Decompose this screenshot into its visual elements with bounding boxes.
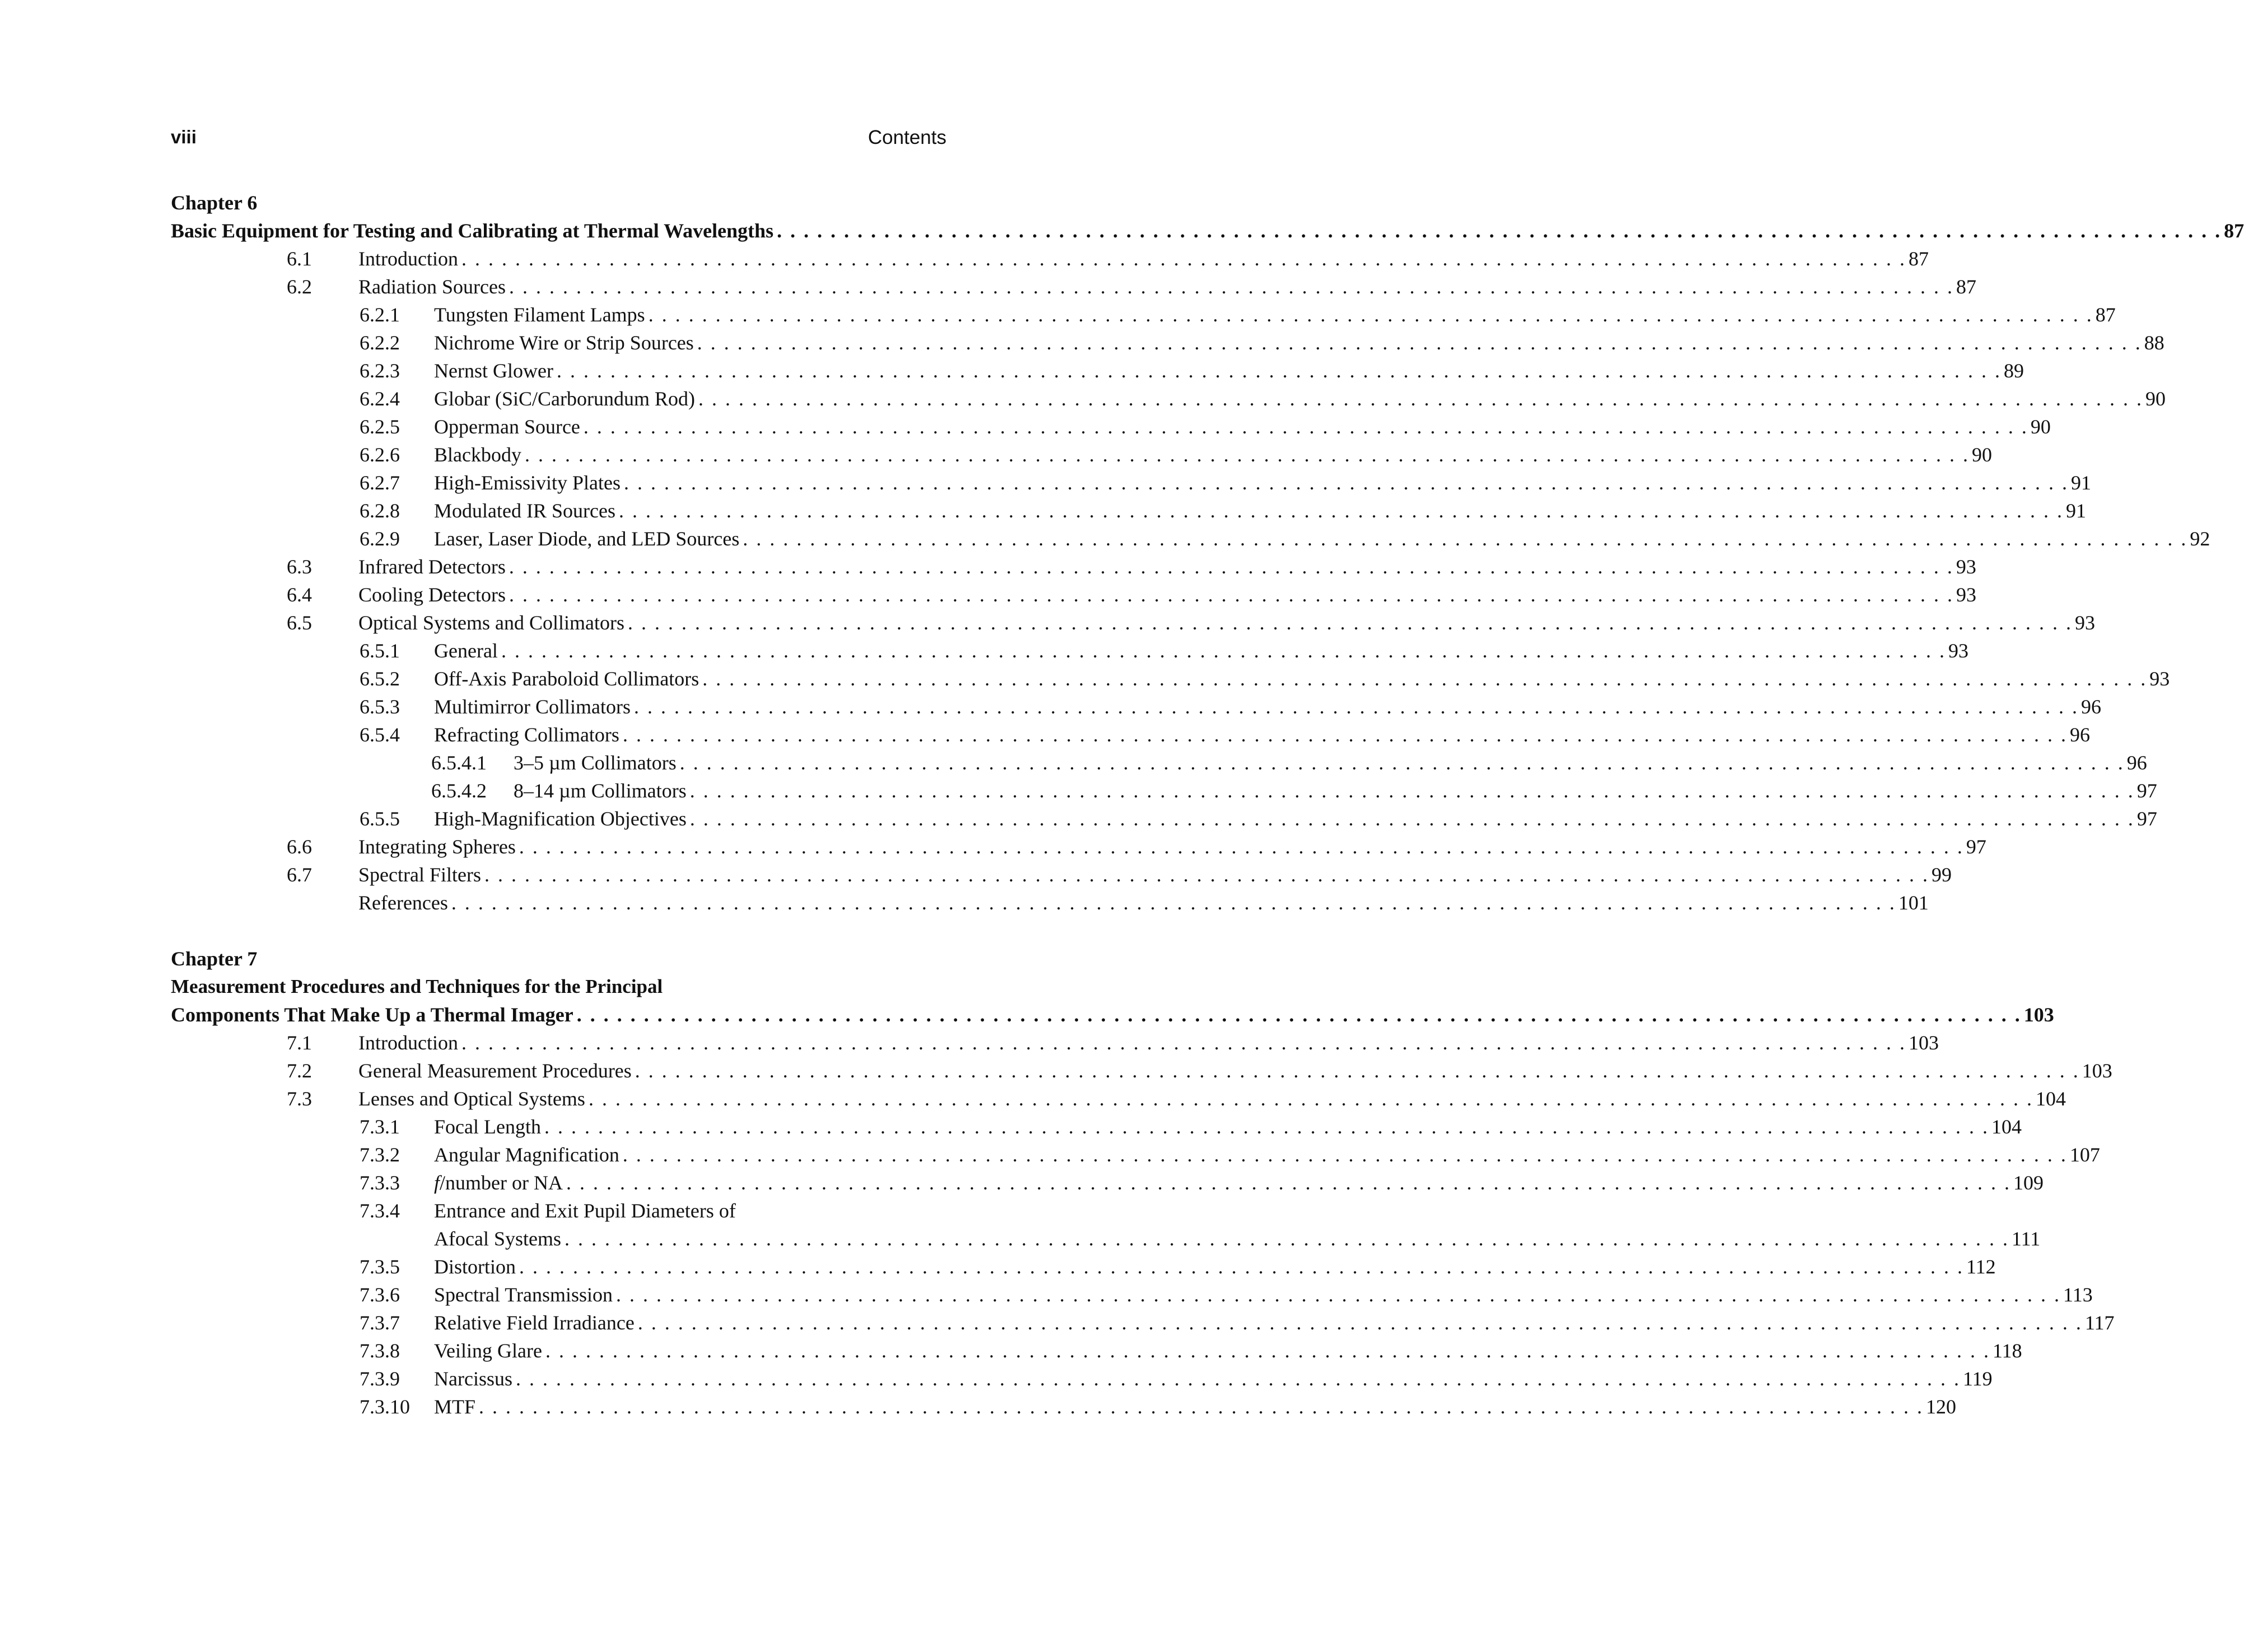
section-title: Off-Axis Paraboloid Collimators — [434, 665, 702, 693]
chapter-title-line-2: Components That Make Up a Thermal Imager — [171, 1001, 577, 1029]
dot-leader: . . . . . . . . . . . . . . . . . . . . . . . . . . . . . . . . . . . . . . . . . . . . . . . . . . . . . . . . . . . . . . . . . . . . . . . . . . . . . . . . . . . . . . . . . . . . . . . . . . . . . . . . . . . . — [698, 388, 2143, 410]
dot-leader: . . . . . . . . . . . . . . . . . . . . . . . . . . . . . . . . . . . . . . . . . . . . . . . . . . . . . . . . . . . . . . . . . . . . . . . . . . . . . . . . . . . . . . . . . . . . . . . . . . . . . . . . . . . . — [545, 1340, 1990, 1362]
section-title: General — [434, 637, 501, 665]
toc-entry[interactable] — [171, 329, 2164, 357]
toc-entry[interactable] — [171, 1085, 2066, 1113]
section-title: Lenses and Optical Systems — [358, 1085, 589, 1113]
dot-leader: . . . . . . . . . . . . . . . . . . . . . . . . . . . . . . . . . . . . . . . . . . . . . . . . . . . . . . . . . . . . . . . . . . . . . . . . . . . . . . . . . . . . . . . . . . . . . . . . . . . . . . . . . . . . — [564, 1228, 2009, 1250]
dot-leader: . . . . . . . . . . . . . . . . . . . . . . . . . . . . . . . . . . . . . . . . . . . . . . . . . . . . . . . . . . . . . . . . . . . . . . . . . . . . . . . . . . . . . . . . . . . . . . . . . . . . . . . . . . . . — [627, 612, 2073, 634]
section-title: Modulated IR Sources — [434, 497, 619, 525]
section-title: Spectral Filters — [358, 861, 484, 889]
section-number: 7.3.7 — [360, 1312, 400, 1334]
dot-leader: . . . . . . . . . . . . . . . . . . . . . . . . . . . . . . . . . . . . . . . . . . . . . . . . . . . . . . . . . . . . . . . . . . . . . . . . . . . . . . . . . . . . . . . . . . . . . . . . . . . . . . . . . . . . — [508, 584, 1954, 606]
dot-leader: . . . . . . . . . . . . . . . . . . . . . . . . . . . . . . . . . . . . . . . . . . . . . . . . . . . . . . . . . . . . . . . . . . . . . . . . . . . . . . . . . . . . . . . . . . . . . . . . . . . . . . . . . . . . — [583, 416, 2028, 438]
section-title: Radiation Sources — [358, 273, 509, 301]
dot-leader: . . . . . . . . . . . . . . . . . . . . . . . . . . . . . . . . . . . . . . . . . . . . . . . . . . . . . . . . . . . . . . . . . . . . . . . . . . . . . . . . . . . . . . . . . . . . . . . . . . . . . . . . . . . . — [697, 332, 2142, 354]
dot-leader: . . . . . . . . . . . . . . . . . . . . . . . . . . . . . . . . . . . . . . . . . . . . . . . . . . . . . . . . . . . . . . . . . . . . . . . . . . . . . . . . . . . . . . . . . . . . . . . . . . . . . . . . . . . . — [618, 500, 2064, 522]
section-number: 7.3.2 — [360, 1144, 400, 1166]
page-ref: 112 — [1966, 1256, 1996, 1278]
section-number: 6.2 — [287, 276, 312, 298]
toc-entry-wrapped[interactable] — [171, 1197, 946, 1225]
section-number: 7.3.10 — [360, 1396, 410, 1418]
section-title: Introduction — [358, 1029, 461, 1057]
section-number: 7.3.6 — [360, 1284, 400, 1306]
chapter-label: Chapter 6 — [171, 192, 258, 214]
section-title: Integrating Spheres — [358, 833, 519, 861]
page-ref: 107 — [2069, 1144, 2100, 1166]
page-number: viii — [171, 127, 197, 147]
toc-entry[interactable] — [171, 469, 2091, 497]
dot-leader: . . . . . . . . . . . . . . . . . . . . . . . . . . . . . . . . . . . . . . . . . . . . . . . . . . . . . . . . . . . . . . . . . . . . . . . . . . . . . . . . . . . . . . . . . . . . . . . . . . . . . . . . . . . . — [508, 556, 1954, 578]
section-number: 6.2.2 — [360, 332, 400, 354]
section-number: 6.3 — [287, 556, 312, 578]
section-title: MTF — [434, 1393, 479, 1421]
chapter-7-section — [171, 945, 2115, 1421]
toc-entry[interactable] — [171, 581, 1976, 609]
dot-leader: . . . . . . . . . . . . . . . . . . . . . . . . . . . . . . . . . . . . . . . . . . . . . . . . . . . . . . . . . . . . . . . . . . . . . . . . . . . . . . . . . . . . . . . . . . . . . . . . . . . . . . . . . . . . — [679, 752, 2125, 774]
section-number: 7.3.8 — [360, 1340, 400, 1362]
page-ref: 96 — [2080, 696, 2101, 718]
section-title-italic: f — [434, 1172, 440, 1194]
toc-entry[interactable] — [171, 497, 2086, 525]
chapter-7-entries — [171, 1029, 2115, 1421]
section-title: Opperman Source — [434, 413, 584, 441]
page-ref: 91 — [2071, 472, 2091, 494]
page-ref: 93 — [2074, 612, 2095, 634]
section-number: 6.2.8 — [360, 500, 400, 522]
page-ref: 93 — [1956, 556, 1976, 578]
section-number: 7.3.4 — [360, 1200, 400, 1222]
section-number: 6.6 — [287, 836, 312, 858]
section-title: Narcissus — [434, 1365, 516, 1393]
section-number: 7.1 — [287, 1032, 312, 1054]
toc-entry[interactable] — [171, 805, 2157, 833]
dot-leader: . . . . . . . . . . . . . . . . . . . . . . . . . . . . . . . . . . . . . . . . . . . . . . . . . . . . . . . . . . . . . . . . . . . . . . . . . . . . . . . . . . . . . . . . . . . . . . . . . . . . . . . . . . . . — [588, 1088, 2033, 1110]
dot-leader: . . . . . . . . . . . . . . . . . . . . . . . . . . . . . . . . . . . . . . . . . . . . . . . . . . . . . . . . . . . . . . . . . . . . . . . . . . . . . . . . . . . . . . . . . . . . . . . . . . . . . . . . . . . . — [702, 668, 2148, 690]
toc-entry[interactable] — [171, 553, 1976, 581]
toc-entry[interactable] — [171, 1309, 2115, 1337]
toc-entry[interactable] — [171, 1393, 1957, 1421]
section-title: 3–5 µm Collimators — [514, 749, 680, 777]
section-number: 7.2 — [287, 1060, 312, 1082]
toc-entry[interactable] — [171, 1169, 2044, 1197]
dot-leader: . . . . . . . . . . . . . . . . . . . . . . . . . . . . . . . . . . . . . . . . . . . . . . . . . . . . . . . . . . . . . . . . . . . . . . . . . . . . . . . . . . . . . . . . . . . . . . . . . . . . . . . . . . . . — [576, 1004, 2022, 1026]
dot-leader: . . . . . . . . . . . . . . . . . . . . . . . . . . . . . . . . . . . . . . . . . . . . . . . . . . . . . . . . . . . . . . . . . . . . . . . . . . . . . . . . . . . . . . . . . . . . . . . . . . . . . . . . . . . . — [501, 640, 1946, 662]
chapter-page: 103 — [2023, 1004, 2054, 1026]
section-title: Refracting Collimators — [434, 721, 623, 749]
section-number: 6.5.1 — [360, 640, 400, 662]
chapter-title-entry[interactable] — [171, 217, 2244, 245]
toc-entry[interactable] — [171, 1365, 1993, 1393]
page-ref: 90 — [2030, 416, 2051, 438]
toc-entry[interactable] — [171, 245, 1929, 273]
section-number: 6.1 — [287, 248, 312, 270]
page-ref: 88 — [2144, 332, 2164, 354]
page-ref: 99 — [1931, 864, 1952, 886]
dot-leader: . . . . . . . . . . . . . . . . . . . . . . . . . . . . . . . . . . . . . . . . . . . . . . . . . . . . . . . . . . . . . . . . . . . . . . . . . . . . . . . . . . . . . . . . . . . . . . . . . . . . . . . . . . . . — [479, 1396, 1924, 1418]
section-title: Tungsten Filament Lamps — [434, 301, 649, 329]
page-ref: 97 — [2136, 808, 2157, 830]
dot-leader: . . . . . . . . . . . . . . . . . . . . . . . . . . . . . . . . . . . . . . . . . . . . . . . . . . . . . . . . . . . . . . . . . . . . . . . . . . . . . . . . . . . . . . . . . . . . . . . . . . . . . . . . . . . . — [519, 836, 1964, 858]
toc-entry[interactable] — [171, 525, 2210, 553]
toc-entry[interactable] — [171, 693, 2101, 721]
page-ref: 118 — [1992, 1340, 2022, 1362]
section-title: Angular Magnification — [434, 1141, 623, 1169]
page-ref: 93 — [1956, 584, 1976, 606]
toc-entry[interactable] — [171, 413, 2051, 441]
toc-entry[interactable] — [171, 833, 1986, 861]
page-ref: 109 — [2013, 1172, 2044, 1194]
section-title: Introduction — [358, 245, 461, 273]
section-title: Infrared Detectors — [358, 553, 509, 581]
dot-leader: . . . . . . . . . . . . . . . . . . . . . . . . . . . . . . . . . . . . . . . . . . . . . . . . . . . . . . . . . . . . . . . . . . . . . . . . . . . . . . . . . . . . . . . . . . . . . . . . . . . . . . . . . . . . — [544, 1116, 1989, 1138]
dot-leader: . . . . . . . . . . . . . . . . . . . . . . . . . . . . . . . . . . . . . . . . . . . . . . . . . . . . . . . . . . . . . . . . . . . . . . . . . . . . . . . . . . . . . . . . . . . . . . . . . . . . . . . . . . . . — [635, 1060, 2080, 1082]
chapter-title-line-1: Measurement Procedures and Techniques for the Principal — [171, 976, 663, 997]
page-ref: 97 — [1966, 836, 1986, 858]
dot-leader: . . . . . . . . . . . . . . . . . . . . . . . . . . . . . . . . . . . . . . . . . . . . . . . . . . . . . . . . . . . . . . . . . . . . . . . . . . . . . . . . . . . . . . . . . . . . . . . . . . . . . . . . . . . . — [508, 276, 1954, 298]
section-title: Spectral Transmission — [434, 1281, 616, 1309]
toc-entry[interactable] — [171, 1281, 2093, 1309]
page-ref: 93 — [2149, 668, 2170, 690]
dot-leader: . . . . . . . . . . . . . . . . . . . . . . . . . . . . . . . . . . . . . . . . . . . . . . . . . . . . . . . . . . . . . . . . . . . . . . . . . . . . . . . . . . . . . . . . . . . . . . . . . . . . . . . . . . . . — [777, 220, 2222, 242]
toc-entry[interactable] — [171, 1057, 2112, 1085]
dot-leader: . . . . . . . . . . . . . . . . . . . . . . . . . . . . . . . . . . . . . . . . . . . . . . . . . . . . . . . . . . . . . . . . . . . . . . . . . . . . . . . . . . . . . . . . . . . . . . . . . . . . . . . . . . . . — [633, 696, 2079, 718]
dot-leader: . . . . . . . . . . . . . . . . . . . . . . . . . . . . . . . . . . . . . . . . . . . . . . . . . . . . . . . . . . . . . . . . . . . . . . . . . . . . . . . . . . . . . . . . . . . . . . . . . . . . . . . . . . . . — [461, 1032, 1906, 1054]
page-ref: 91 — [2065, 500, 2086, 522]
toc-entry[interactable] — [171, 777, 2157, 805]
dot-leader: . . . . . . . . . . . . . . . . . . . . . . . . . . . . . . . . . . . . . . . . . . . . . . . . . . . . . . . . . . . . . . . . . . . . . . . . . . . . . . . . . . . . . . . . . . . . . . . . . . . . . . . . . . . . — [624, 472, 2069, 494]
dot-leader: . . . . . . . . . . . . . . . . . . . . . . . . . . . . . . . . . . . . . . . . . . . . . . . . . . . . . . . . . . . . . . . . . . . . . . . . . . . . . . . . . . . . . . . . . . . . . . . . . . . . . . . . . . . . — [637, 1312, 2083, 1334]
toc-entry[interactable] — [171, 861, 1952, 889]
section-title: Focal Length — [434, 1113, 544, 1141]
dot-leader: . . . . . . . . . . . . . . . . . . . . . . . . . . . . . . . . . . . . . . . . . . . . . . . . . . . . . . . . . . . . . . . . . . . . . . . . . . . . . . . . . . . . . . . . . . . . . . . . . . . . . . . . . . . . — [519, 1256, 1965, 1278]
toc-entry[interactable] — [171, 385, 2166, 413]
toc-entry[interactable] — [171, 1113, 2022, 1141]
section-title: Afocal Systems — [434, 1225, 565, 1253]
section-number: 6.2.6 — [360, 444, 400, 466]
section-title: Nichrome Wire or Strip Sources — [434, 329, 697, 357]
toc-entry[interactable] — [171, 1253, 1996, 1281]
running-title: Contents — [867, 127, 946, 148]
section-title: 8–14 µm Collimators — [514, 777, 690, 805]
dot-leader: . . . . . . . . . . . . . . . . . . . . . . . . . . . . . . . . . . . . . . . . . . . . . . . . . . . . . . . . . . . . . . . . . . . . . . . . . . . . . . . . . . . . . . . . . . . . . . . . . . . . . . . . . . . . — [743, 528, 2188, 550]
page-ref: 87 — [1908, 248, 1929, 270]
dot-leader: . . . . . . . . . . . . . . . . . . . . . . . . . . . . . . . . . . . . . . . . . . . . . . . . . . . . . . . . . . . . . . . . . . . . . . . . . . . . . . . . . . . . . . . . . . . . . . . . . . . . . . . . . . . . — [616, 1284, 2061, 1306]
toc-entry[interactable] — [171, 665, 2170, 693]
page-ref: 87 — [2095, 304, 2116, 326]
section-number: 6.4 — [287, 584, 312, 606]
section-title: Distortion — [434, 1253, 519, 1281]
dot-leader: . . . . . . . . . . . . . . . . . . . . . . . . . . . . . . . . . . . . . . . . . . . . . . . . . . . . . . . . . . . . . . . . . . . . . . . . . . . . . . . . . . . . . . . . . . . . . . . . . . . . . . . . . . . . — [648, 304, 2093, 326]
page-ref: 96 — [2069, 724, 2090, 746]
section-number: 6.5.4.1 — [431, 752, 487, 774]
chapter-title: Basic Equipment for Testing and Calibrating at Thermal Wavelengths — [171, 217, 777, 245]
page-ref: 89 — [2003, 360, 2024, 382]
section-number: 6.2.1 — [360, 304, 400, 326]
dot-leader: . . . . . . . . . . . . . . . . . . . . . . . . . . . . . . . . . . . . . . . . . . . . . . . . . . . . . . . . . . . . . . . . . . . . . . . . . . . . . . . . . . . . . . . . . . . . . . . . . . . . . . . . . . . . — [556, 360, 2002, 382]
section-title: Laser, Laser Diode, and LED Sources — [434, 525, 743, 553]
chapter-6-section — [171, 189, 2244, 917]
section-number: 7.3.5 — [360, 1256, 400, 1278]
toc-entry[interactable] — [171, 721, 2090, 749]
section-number: 6.2.5 — [360, 416, 400, 438]
toc-entry[interactable] — [171, 273, 1976, 301]
chapter-page: 87 — [2224, 220, 2244, 242]
page-ref: 97 — [2136, 780, 2157, 802]
dot-leader: . . . . . . . . . . . . . . . . . . . . . . . . . . . . . . . . . . . . . . . . . . . . . . . . . . . . . . . . . . . . . . . . . . . . . . . . . . . . . . . . . . . . . . . . . . . . . . . . . . . . . . . . . . . . — [622, 724, 2068, 746]
section-number: 6.2.7 — [360, 472, 400, 494]
section-title: Globar (SiC/Carborundum Rod) — [434, 385, 698, 413]
toc-entry[interactable] — [171, 1337, 2022, 1365]
page-ref: 87 — [1956, 276, 1976, 298]
section-number: 6.5.4 — [360, 724, 400, 746]
section-number: 6.2.3 — [360, 360, 400, 382]
section-number: 7.3.1 — [360, 1116, 400, 1138]
running-head — [171, 127, 946, 155]
page-ref: 104 — [2035, 1088, 2066, 1110]
dot-leader: . . . . . . . . . . . . . . . . . . . . . . . . . . . . . . . . . . . . . . . . . . . . . . . . . . . . . . . . . . . . . . . . . . . . . . . . . . . . . . . . . . . . . . . . . . . . . . . . . . . . . . . . . . . . — [461, 248, 1906, 270]
chapter-title-entry[interactable] — [171, 1001, 2054, 1029]
section-title: Relative Field Irradiance — [434, 1309, 638, 1337]
section-title: Cooling Detectors — [358, 581, 509, 609]
section-title: Nernst Glower — [434, 357, 557, 385]
dot-leader: . . . . . . . . . . . . . . . . . . . . . . . . . . . . . . . . . . . . . . . . . . . . . . . . . . . . . . . . . . . . . . . . . . . . . . . . . . . . . . . . . . . . . . . . . . . . . . . . . . . . . . . . . . . . — [566, 1172, 2011, 1194]
section-title: General Measurement Procedures — [358, 1057, 635, 1085]
section-number: 6.2.9 — [360, 528, 400, 550]
section-number: 6.2.4 — [360, 388, 400, 410]
toc-entry[interactable] — [171, 1029, 1939, 1057]
toc-entry[interactable] — [171, 1225, 2041, 1253]
chapter-6-entries — [171, 245, 2210, 917]
section-number: 6.5.2 — [360, 668, 400, 690]
toc-entry[interactable] — [171, 637, 1968, 665]
dot-leader: . . . . . . . . . . . . . . . . . . . . . . . . . . . . . . . . . . . . . . . . . . . . . . . . . . . . . . . . . . . . . . . . . . . . . . . . . . . . . . . . . . . . . . . . . . . . . . . . . . . . . . . . . . . . — [524, 444, 1970, 466]
dot-leader: . . . . . . . . . . . . . . . . . . . . . . . . . . . . . . . . . . . . . . . . . . . . . . . . . . . . . . . . . . . . . . . . . . . . . . . . . . . . . . . . . . . . . . . . . . . . . . . . . . . . . . . . . . . . — [484, 864, 1929, 886]
toc-entry[interactable] — [171, 1141, 2100, 1169]
section-title: High-Magnification Objectives — [434, 805, 690, 833]
dot-leader: . . . . . . . . . . . . . . . . . . . . . . . . . . . . . . . . . . . . . . . . . . . . . . . . . . . . . . . . . . . . . . . . . . . . . . . . . . . . . . . . . . . . . . . . . . . . . . . . . . . . . . . . . . . . — [622, 1144, 2068, 1166]
page-ref: 119 — [1962, 1368, 1993, 1390]
dot-leader: . . . . . . . . . . . . . . . . . . . . . . . . . . . . . . . . . . . . . . . . . . . . . . . . . . . . . . . . . . . . . . . . . . . . . . . . . . . . . . . . . . . . . . . . . . . . . . . . . . . . . . . . . . . . — [689, 808, 2135, 830]
section-title: Optical Systems and Collimators — [358, 609, 628, 637]
toc-entry-references[interactable] — [171, 889, 1929, 917]
page-ref: 90 — [1971, 444, 1992, 466]
page-ref: 104 — [1991, 1116, 2022, 1138]
toc-entry[interactable] — [171, 441, 1992, 469]
page-ref: 111 — [2011, 1228, 2041, 1250]
dot-leader: . . . . . . . . . . . . . . . . . . . . . . . . . . . . . . . . . . . . . . . . . . . . . . . . . . . . . . . . . . . . . . . . . . . . . . . . . . . . . . . . . . . . . . . . . . . . . . . . . . . . . . . . . . . . — [515, 1368, 1961, 1390]
page-ref: 103 — [2082, 1060, 2112, 1082]
dot-leader: . . . . . . . . . . . . . . . . . . . . . . . . . . . . . . . . . . . . . . . . . . . . . . . . . . . . . . . . . . . . . . . . . . . . . . . . . . . . . . . . . . . . . . . . . . . . . . . . . . . . . . . . . . . . — [451, 892, 1896, 914]
page-ref: 117 — [2084, 1312, 2115, 1334]
page-ref: 103 — [1908, 1032, 1939, 1054]
section-number: 6.7 — [287, 864, 312, 886]
toc-entry[interactable] — [171, 749, 2147, 777]
toc-page — [171, 0, 2244, 1652]
page-ref: 96 — [2126, 752, 2147, 774]
page-ref: 120 — [1926, 1396, 1957, 1418]
section-number: 6.5.3 — [360, 696, 400, 718]
section-title-line-1: Entrance and Exit Pupil Diameters of — [434, 1200, 736, 1222]
section-title: References — [358, 889, 451, 917]
page-ref: 90 — [2145, 388, 2166, 410]
page-ref: 92 — [2190, 528, 2210, 550]
section-number: 7.3.3 — [360, 1172, 400, 1194]
section-number: 6.5 — [287, 612, 312, 634]
section-number: 6.5.5 — [360, 808, 400, 830]
toc-entry[interactable] — [171, 301, 2116, 329]
section-title: Multimirror Collimators — [434, 693, 634, 721]
section-title: f/number or NA — [434, 1169, 566, 1197]
toc-entry[interactable] — [171, 357, 2024, 385]
toc-entry[interactable] — [171, 609, 2095, 637]
page-ref: 113 — [2063, 1284, 2093, 1306]
chapter-label: Chapter 7 — [171, 948, 258, 970]
page-ref: 93 — [1948, 640, 1968, 662]
page-ref: 101 — [1898, 892, 1929, 914]
section-number: 7.3 — [287, 1088, 312, 1110]
dot-leader: . . . . . . . . . . . . . . . . . . . . . . . . . . . . . . . . . . . . . . . . . . . . . . . . . . . . . . . . . . . . . . . . . . . . . . . . . . . . . . . . . . . . . . . . . . . . . . . . . . . . . . . . . . . . — [689, 780, 2135, 802]
section-title: Blackbody — [434, 441, 525, 469]
section-number: 6.5.4.2 — [431, 780, 487, 802]
section-title: High-Emissivity Plates — [434, 469, 624, 497]
section-number: 7.3.9 — [360, 1368, 400, 1390]
section-title: Veiling Glare — [434, 1337, 545, 1365]
